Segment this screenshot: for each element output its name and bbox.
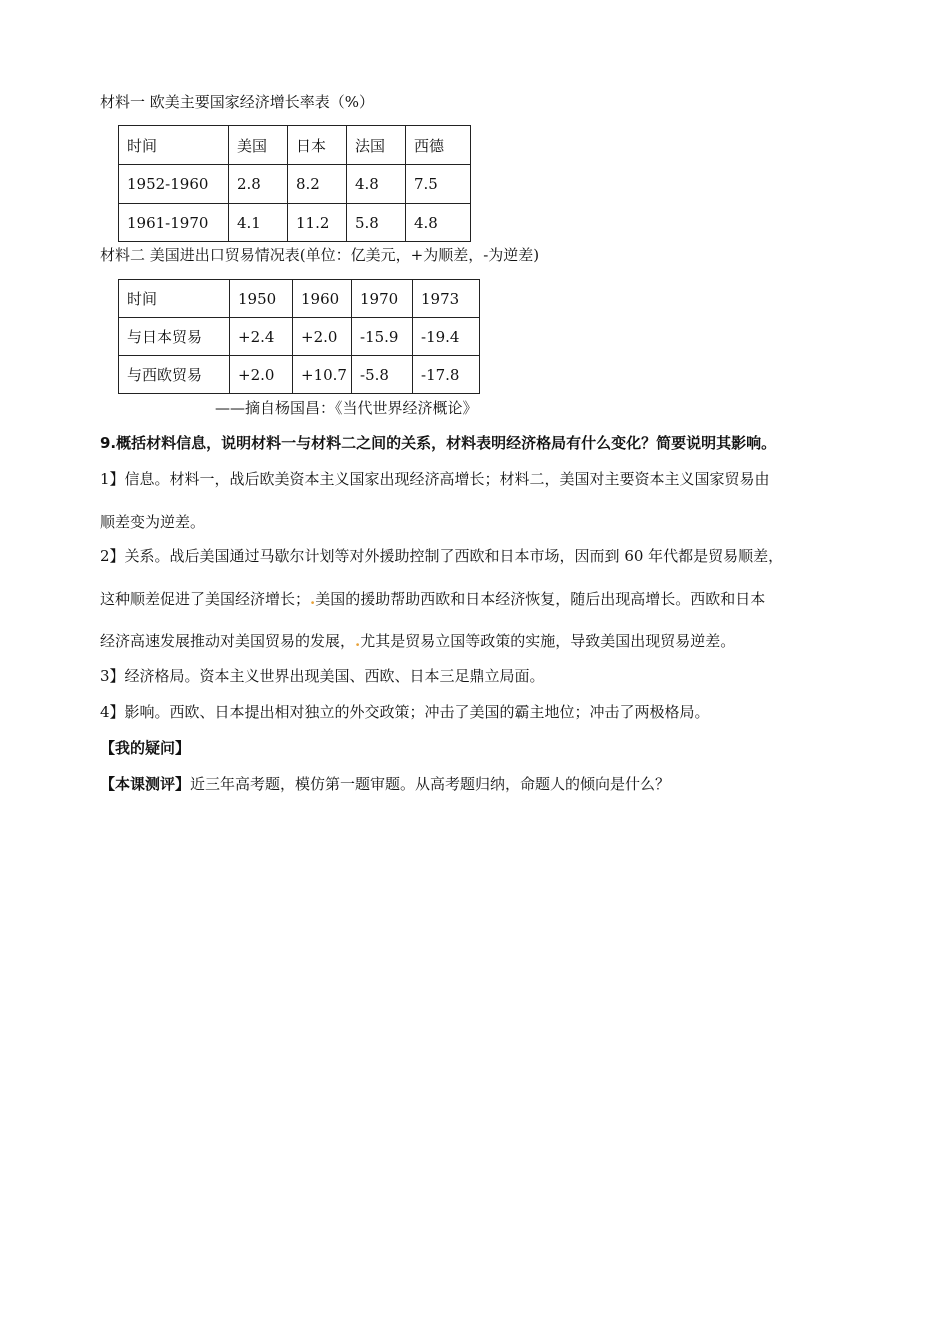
table-header-cell: 1973	[413, 280, 480, 318]
highlight-dot: .	[310, 590, 316, 608]
table-cell: 8.2	[288, 165, 347, 204]
growth-rate-table	[118, 125, 471, 242]
evaluation-label: 【本课测评】	[100, 775, 191, 793]
table-cell: 4.1	[229, 204, 288, 242]
question-9: 9.概括材料信息，说明材料一与材料二之间的关系，材料表明经济格局有什么变化？简要说明其影响。	[100, 434, 777, 452]
table-cell: 11.2	[288, 204, 347, 242]
table-cell: 2.8	[229, 165, 288, 204]
table-header-cell: 西德	[406, 126, 471, 165]
table-header-cell: 法国	[347, 126, 406, 165]
answer-2-line-2	[100, 589, 765, 609]
table-header-cell: 1960	[293, 280, 352, 318]
material2-title: 材料二 美国进出口贸易情况表(单位：亿美元，+为顺差，-为逆差)	[100, 246, 540, 264]
table-header-cell: 美国	[229, 126, 288, 165]
answer-3: 3】经济格局。资本主义世界出现美国、西欧、日本三足鼎立局面。	[100, 667, 545, 685]
table-cell: -19.4	[413, 318, 480, 356]
table-header-row	[119, 280, 480, 318]
table-header-cell: 1970	[352, 280, 413, 318]
material1-title: 材料一 欧美主要国家经济增长率表（%）	[100, 93, 375, 111]
answer-2-line-2a: 这种顺差促进了美国经济增长；	[100, 590, 311, 608]
table-header-cell: 1950	[230, 280, 293, 318]
answer-2-line-3b: 尤其是贸易立国等政策的实施，导致美国出现贸易逆差。	[360, 632, 736, 650]
answer-1-line-1: 1】信息。材料一，战后欧美资本主义国家出现经济高增长；材料二，美国对主要资本主义国家贸易由	[100, 470, 770, 488]
table-cell: 1952-1960	[119, 165, 229, 204]
table-cell: +2.4	[230, 318, 293, 356]
table-cell: 5.8	[347, 204, 406, 242]
evaluation-text: 近三年高考题，模仿第一题审题。从高考题归纳，命题人的倾向是什么？	[190, 775, 671, 793]
answer-2-line-1: 2】关系。战后美国通过马歇尔计划等对外援助控制了西欧和日本市场，因而到 60 年代都是贸易顺差，	[100, 547, 784, 565]
table-row	[119, 318, 480, 356]
table-cell: +2.0	[293, 318, 352, 356]
table-row	[119, 165, 471, 204]
table-header-row	[119, 126, 471, 165]
answer-2-line-3	[100, 631, 735, 651]
answer-1-line-2: 顺差变为逆差。	[100, 513, 206, 531]
table-cell: 与日本贸易	[119, 318, 230, 356]
source-citation: ——摘自杨国昌：《当代世界经济概论》	[215, 399, 478, 417]
table-cell: -17.8	[413, 356, 480, 394]
answer-4: 4】影响。西欧、日本提出相对独立的外交政策；冲击了美国的霸主地位；冲击了两极格局。	[100, 703, 710, 721]
table-cell: 7.5	[406, 165, 471, 204]
my-questions-heading: 【我的疑问】	[100, 739, 191, 757]
table-row	[119, 204, 471, 242]
answer-2-line-3a: 经济高速发展推动对美国贸易的发展，	[100, 632, 356, 650]
table-cell: +10.7	[293, 356, 352, 394]
table-cell: -5.8	[352, 356, 413, 394]
trade-table	[118, 279, 480, 394]
evaluation-line	[100, 774, 670, 794]
table-cell: -15.9	[352, 318, 413, 356]
table-row	[119, 356, 480, 394]
table-cell: 4.8	[347, 165, 406, 204]
table-cell: 1961-1970	[119, 204, 229, 242]
table-header-cell: 时间	[119, 126, 229, 165]
table-cell: 4.8	[406, 204, 471, 242]
table-header-cell: 时间	[119, 280, 230, 318]
table-cell: +2.0	[230, 356, 293, 394]
highlight-dot: .	[355, 632, 361, 650]
answer-2-line-2b: 美国的援助帮助西欧和日本经济恢复，随后出现高增长。西欧和日本	[315, 590, 766, 608]
table-header-cell: 日本	[288, 126, 347, 165]
table-cell: 与西欧贸易	[119, 356, 230, 394]
